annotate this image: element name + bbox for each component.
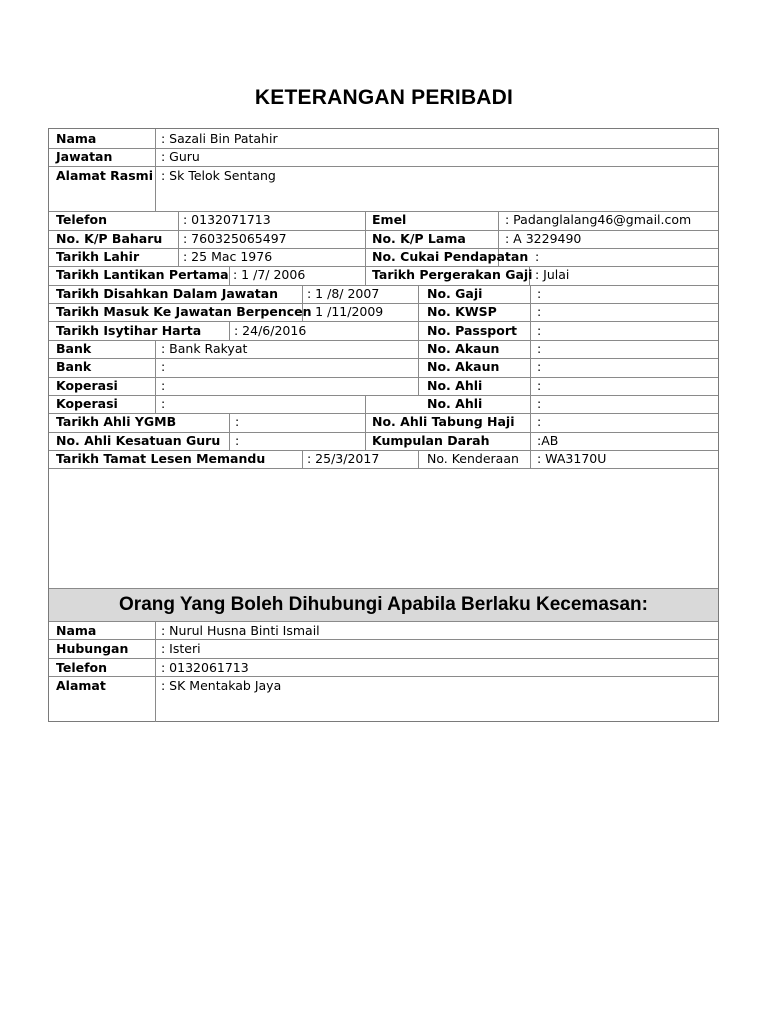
value-ygmb: : [235, 414, 240, 429]
row-divider [49, 340, 718, 341]
value-pergerakan-gaji: : Julai [535, 267, 570, 282]
row-divider [49, 148, 718, 149]
personal-info-form [48, 128, 719, 722]
label-isytihar: Tarikh Isytihar Harta [56, 323, 202, 338]
value-akaun-1: : [537, 341, 542, 356]
column-divider [229, 321, 230, 340]
section-divider [49, 588, 718, 589]
value-waris-nama: : Nurul Husna Binti Ismail [161, 623, 320, 638]
column-divider [155, 621, 156, 722]
column-divider [155, 340, 156, 414]
label-jawatan: Jawatan [56, 149, 113, 164]
row-divider [49, 395, 718, 396]
label-kenderaan: No. Kenderaan [427, 451, 519, 466]
label-nama: Nama [56, 131, 97, 146]
label-cukai: No. Cukai Pendapatan [372, 249, 529, 264]
value-disahkan: : 1 /8/ 2007 [307, 286, 380, 301]
label-kp-lama: No. K/P Lama [372, 231, 466, 246]
label-bank-1: Bank [56, 341, 92, 356]
value-kwsp: : [537, 304, 542, 319]
label-kp-baharu: No. K/P Baharu [56, 231, 163, 246]
label-ahli-2: No. Ahli [427, 396, 483, 411]
value-telefon: : 0132071713 [183, 212, 271, 227]
value-waris-hubungan: : Isteri [161, 641, 201, 656]
label-lantikan: Tarikh Lantikan Pertama [56, 267, 229, 282]
value-kesatuan: : [235, 433, 240, 448]
value-waris-alamat: : SK Mentakab Jaya [161, 678, 282, 693]
value-berpencen: : 1 /11/2009 [307, 304, 384, 319]
column-divider [155, 129, 156, 211]
value-passport: : [537, 323, 542, 338]
label-kesatuan: No. Ahli Kesatuan Guru [56, 433, 221, 448]
value-kenderaan: : WA3170U [537, 451, 607, 466]
value-waris-telefon: : 0132061713 [161, 660, 249, 675]
value-gaji: : [537, 286, 542, 301]
value-kp-lama: : A 3229490 [505, 231, 582, 246]
row-divider [49, 468, 718, 469]
value-tabung-haji: : [537, 414, 542, 429]
label-koperasi-1: Koperasi [56, 378, 118, 393]
label-tabung-haji: No. Ahli Tabung Haji [372, 414, 515, 429]
value-alamat-rasmi: : Sk Telok Sentang [161, 168, 276, 183]
value-ahli-2: : [537, 396, 542, 411]
row-divider [49, 658, 718, 659]
label-waris-hubungan: Hubungan [56, 641, 129, 656]
row-divider [49, 639, 718, 640]
value-akaun-2: : [537, 359, 542, 374]
label-passport: No. Passport [427, 323, 517, 338]
column-divider [365, 395, 366, 450]
column-divider [178, 211, 179, 266]
value-lesen: : 25/3/2017 [307, 451, 380, 466]
row-divider [49, 321, 718, 322]
label-waris-telefon: Telefon [56, 660, 108, 675]
label-disahkan: Tarikh Disahkan Dalam Jawatan [56, 286, 279, 301]
label-kwsp: No. KWSP [427, 304, 497, 319]
label-lesen: Tarikh Tamat Lesen Memandu [56, 451, 266, 466]
value-cukai: : [535, 249, 540, 264]
value-bank-2: : [161, 359, 166, 374]
value-bank-1: : Bank Rakyat [161, 341, 248, 356]
value-koperasi-2: : [161, 396, 166, 411]
value-nama: : Sazali Bin Patahir [161, 131, 278, 146]
label-waris-alamat: Alamat [56, 678, 106, 693]
value-ahli-1: : [537, 378, 542, 393]
label-tarikh-lahir: Tarikh Lahir [56, 249, 140, 264]
column-divider [229, 413, 230, 450]
page-title: KETERANGAN PERIBADI [254, 86, 514, 109]
value-jawatan: : Guru [161, 149, 200, 164]
label-kumpulan-darah: Kumpulan Darah [372, 433, 490, 448]
value-kp-baharu: : 760325065497 [183, 231, 287, 246]
label-berpencen: Tarikh Masuk Ke Jawatan Berpencen [56, 304, 312, 319]
column-divider [530, 285, 531, 469]
value-koperasi-1: : [161, 378, 166, 393]
column-divider [229, 266, 230, 285]
row-divider [49, 358, 718, 359]
label-gaji: No. Gaji [427, 286, 483, 301]
label-waris-nama: Nama [56, 623, 97, 638]
section-divider [49, 621, 718, 622]
label-telefon: Telefon [56, 212, 108, 227]
row-divider [49, 377, 718, 378]
label-ygmb: Tarikh Ahli YGMB [56, 414, 177, 429]
row-divider [49, 676, 718, 677]
label-pergerakan-gaji: Tarikh Pergerakan Gaji [372, 267, 533, 282]
label-bank-2: Bank [56, 359, 92, 374]
label-ahli-1: No. Ahli [427, 378, 483, 393]
value-emel: : Padanglalang46@gmail.com [505, 212, 692, 227]
emergency-heading: Orang Yang Boleh Dihubungi Apabila Berlaku Kecemasan: [119, 594, 648, 615]
row-divider [49, 166, 718, 167]
column-divider [418, 285, 419, 395]
label-akaun-2: No. Akaun [427, 359, 500, 374]
label-akaun-1: No. Akaun [427, 341, 500, 356]
label-koperasi-2: Koperasi [56, 396, 118, 411]
value-isytihar: : 24/6/2016 [234, 323, 307, 338]
column-divider [365, 211, 366, 285]
label-emel: Emel [372, 212, 407, 227]
column-divider [302, 450, 303, 469]
column-divider [418, 450, 419, 469]
label-alamat-rasmi: Alamat Rasmi [56, 168, 153, 183]
value-tarikh-lahir: : 25 Mac 1976 [183, 249, 273, 264]
value-lantikan: : 1 /7/ 2006 [233, 267, 306, 282]
value-kumpulan-darah: :AB [537, 433, 559, 448]
